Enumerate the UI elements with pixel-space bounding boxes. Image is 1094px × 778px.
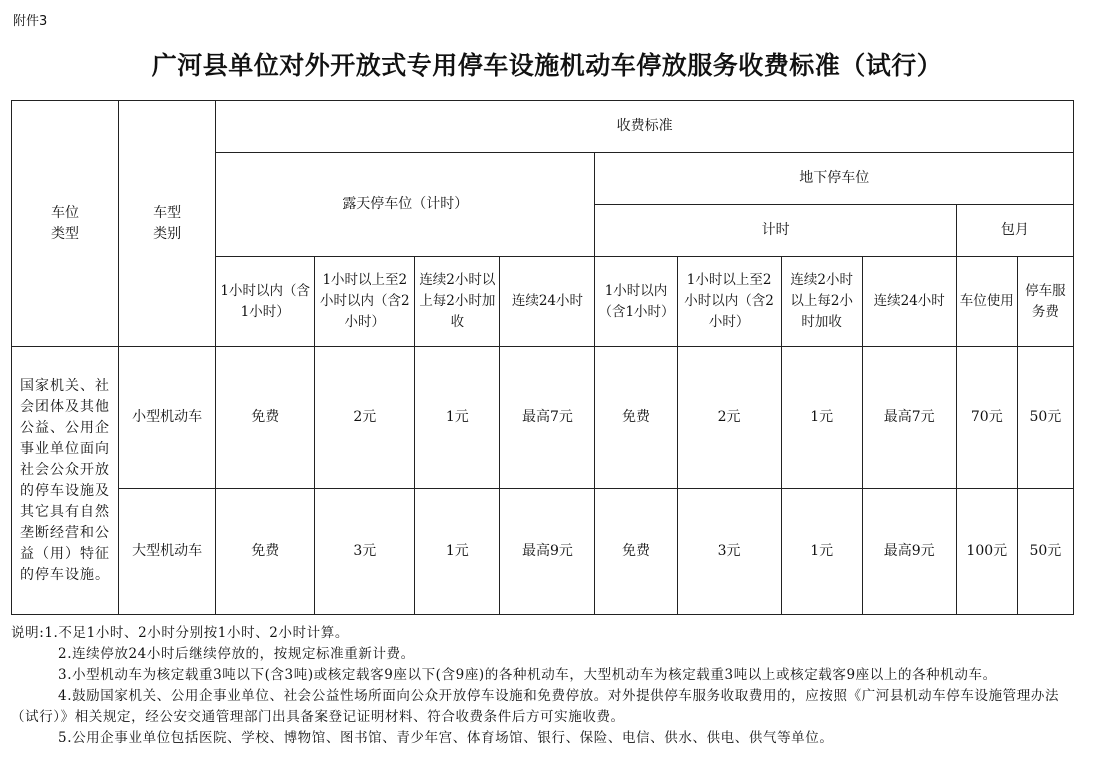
fee-cell: 最高7元 [500, 347, 595, 489]
fee-cell: 最高9元 [500, 489, 595, 615]
vehicle-type-cell: 大型机动车 [119, 489, 216, 615]
note-3: 3.小型机动车为核定载重3吨以下(含3吨)或核定载客9座以下(含9座)的各种机动车，大型机动车为核定载重3吨以上或核定载客9座以上的各种机动车。 [58, 667, 997, 683]
header-vehicle-type: 车型 类别 [119, 101, 216, 347]
fee-cell: 1元 [781, 347, 862, 489]
subheader-cell: 连续2小时以上每2小时加收 [415, 257, 500, 347]
fee-cell: 1元 [415, 489, 500, 615]
notes-section [11, 623, 1081, 749]
subheader-cell: 1小时以上至2小时以内（含2小时） [677, 257, 781, 347]
header-fee-standard: 收费标准 [216, 101, 1074, 153]
fee-cell: 50元 [1017, 347, 1073, 489]
fee-cell: 免费 [595, 489, 677, 615]
fee-cell: 2元 [677, 347, 781, 489]
fee-cell: 50元 [1017, 489, 1073, 615]
fee-cell: 3元 [677, 489, 781, 615]
parking-type-description: 国家机关、社会团体及其他公益、公用企事业单位面向社会公众开放的停车设施及其它具有自然垄断经营和公益（用）特征的停车设施。 [12, 347, 119, 615]
subheader-cell: 1小时以内（含1小时） [595, 257, 677, 347]
fee-cell: 3元 [315, 489, 415, 615]
fee-cell: 70元 [956, 347, 1017, 489]
fee-cell: 免费 [595, 347, 677, 489]
fee-cell: 1元 [781, 489, 862, 615]
fee-cell: 最高9元 [862, 489, 956, 615]
note-4: 4.鼓励国家机关、公用企事业单位、社会公益性场所面向公众开放停车设施和免费停放。对外提供停车服务收取费用的，应按照《广河县机动车停车设施管理办法（试行）》相关规定，经公安交通管理部门出具备案登记证明材料、符合收费条件后方可实施收费。 [11, 688, 1060, 725]
table-row [12, 489, 1074, 615]
note-5: 5.公用企事业单位包括医院、学校、博物馆、图书馆、青少年宫、体育场馆、银行、保险、电信、供水、供电、供气等单位。 [58, 730, 834, 746]
header-underground: 地下停车位 [595, 153, 1074, 205]
fee-cell: 2元 [315, 347, 415, 489]
note-2: 2.连续停放24小时后继续停放的，按规定标准重新计费。 [58, 646, 415, 662]
vehicle-type-cell: 小型机动车 [119, 347, 216, 489]
header-outdoor: 露天停车位（计时） [216, 153, 595, 257]
subheader-cell: 连续2小时以上每2小时加收 [781, 257, 862, 347]
fee-cell: 最高7元 [862, 347, 956, 489]
note-1: 说明:1.不足1小时、2小时分别按1小时、2小时计算。 [11, 625, 349, 641]
attachment-label: 附件3 [13, 14, 48, 29]
fee-cell: 1元 [415, 347, 500, 489]
document-title: 广河县单位对外开放式专用停车设施机动车停放服务收费标准（试行） [151, 51, 943, 80]
header-hourly: 计时 [595, 205, 956, 257]
fee-standard-table [11, 100, 1074, 615]
subheader-cell: 车位使用 [956, 257, 1017, 347]
table-row [12, 347, 1074, 489]
header-parking-type: 车位 类型 [12, 101, 119, 347]
header-monthly: 包月 [956, 205, 1073, 257]
subheader-cell: 1小时以内（含1小时） [216, 257, 315, 347]
subheader-cell: 连续24小时 [862, 257, 956, 347]
fee-cell: 免费 [216, 347, 315, 489]
subheader-cell: 连续24小时 [500, 257, 595, 347]
fee-cell: 免费 [216, 489, 315, 615]
subheader-cell: 停车服务费 [1017, 257, 1073, 347]
fee-cell: 100元 [956, 489, 1017, 615]
subheader-cell: 1小时以上至2小时以内（含2小时） [315, 257, 415, 347]
